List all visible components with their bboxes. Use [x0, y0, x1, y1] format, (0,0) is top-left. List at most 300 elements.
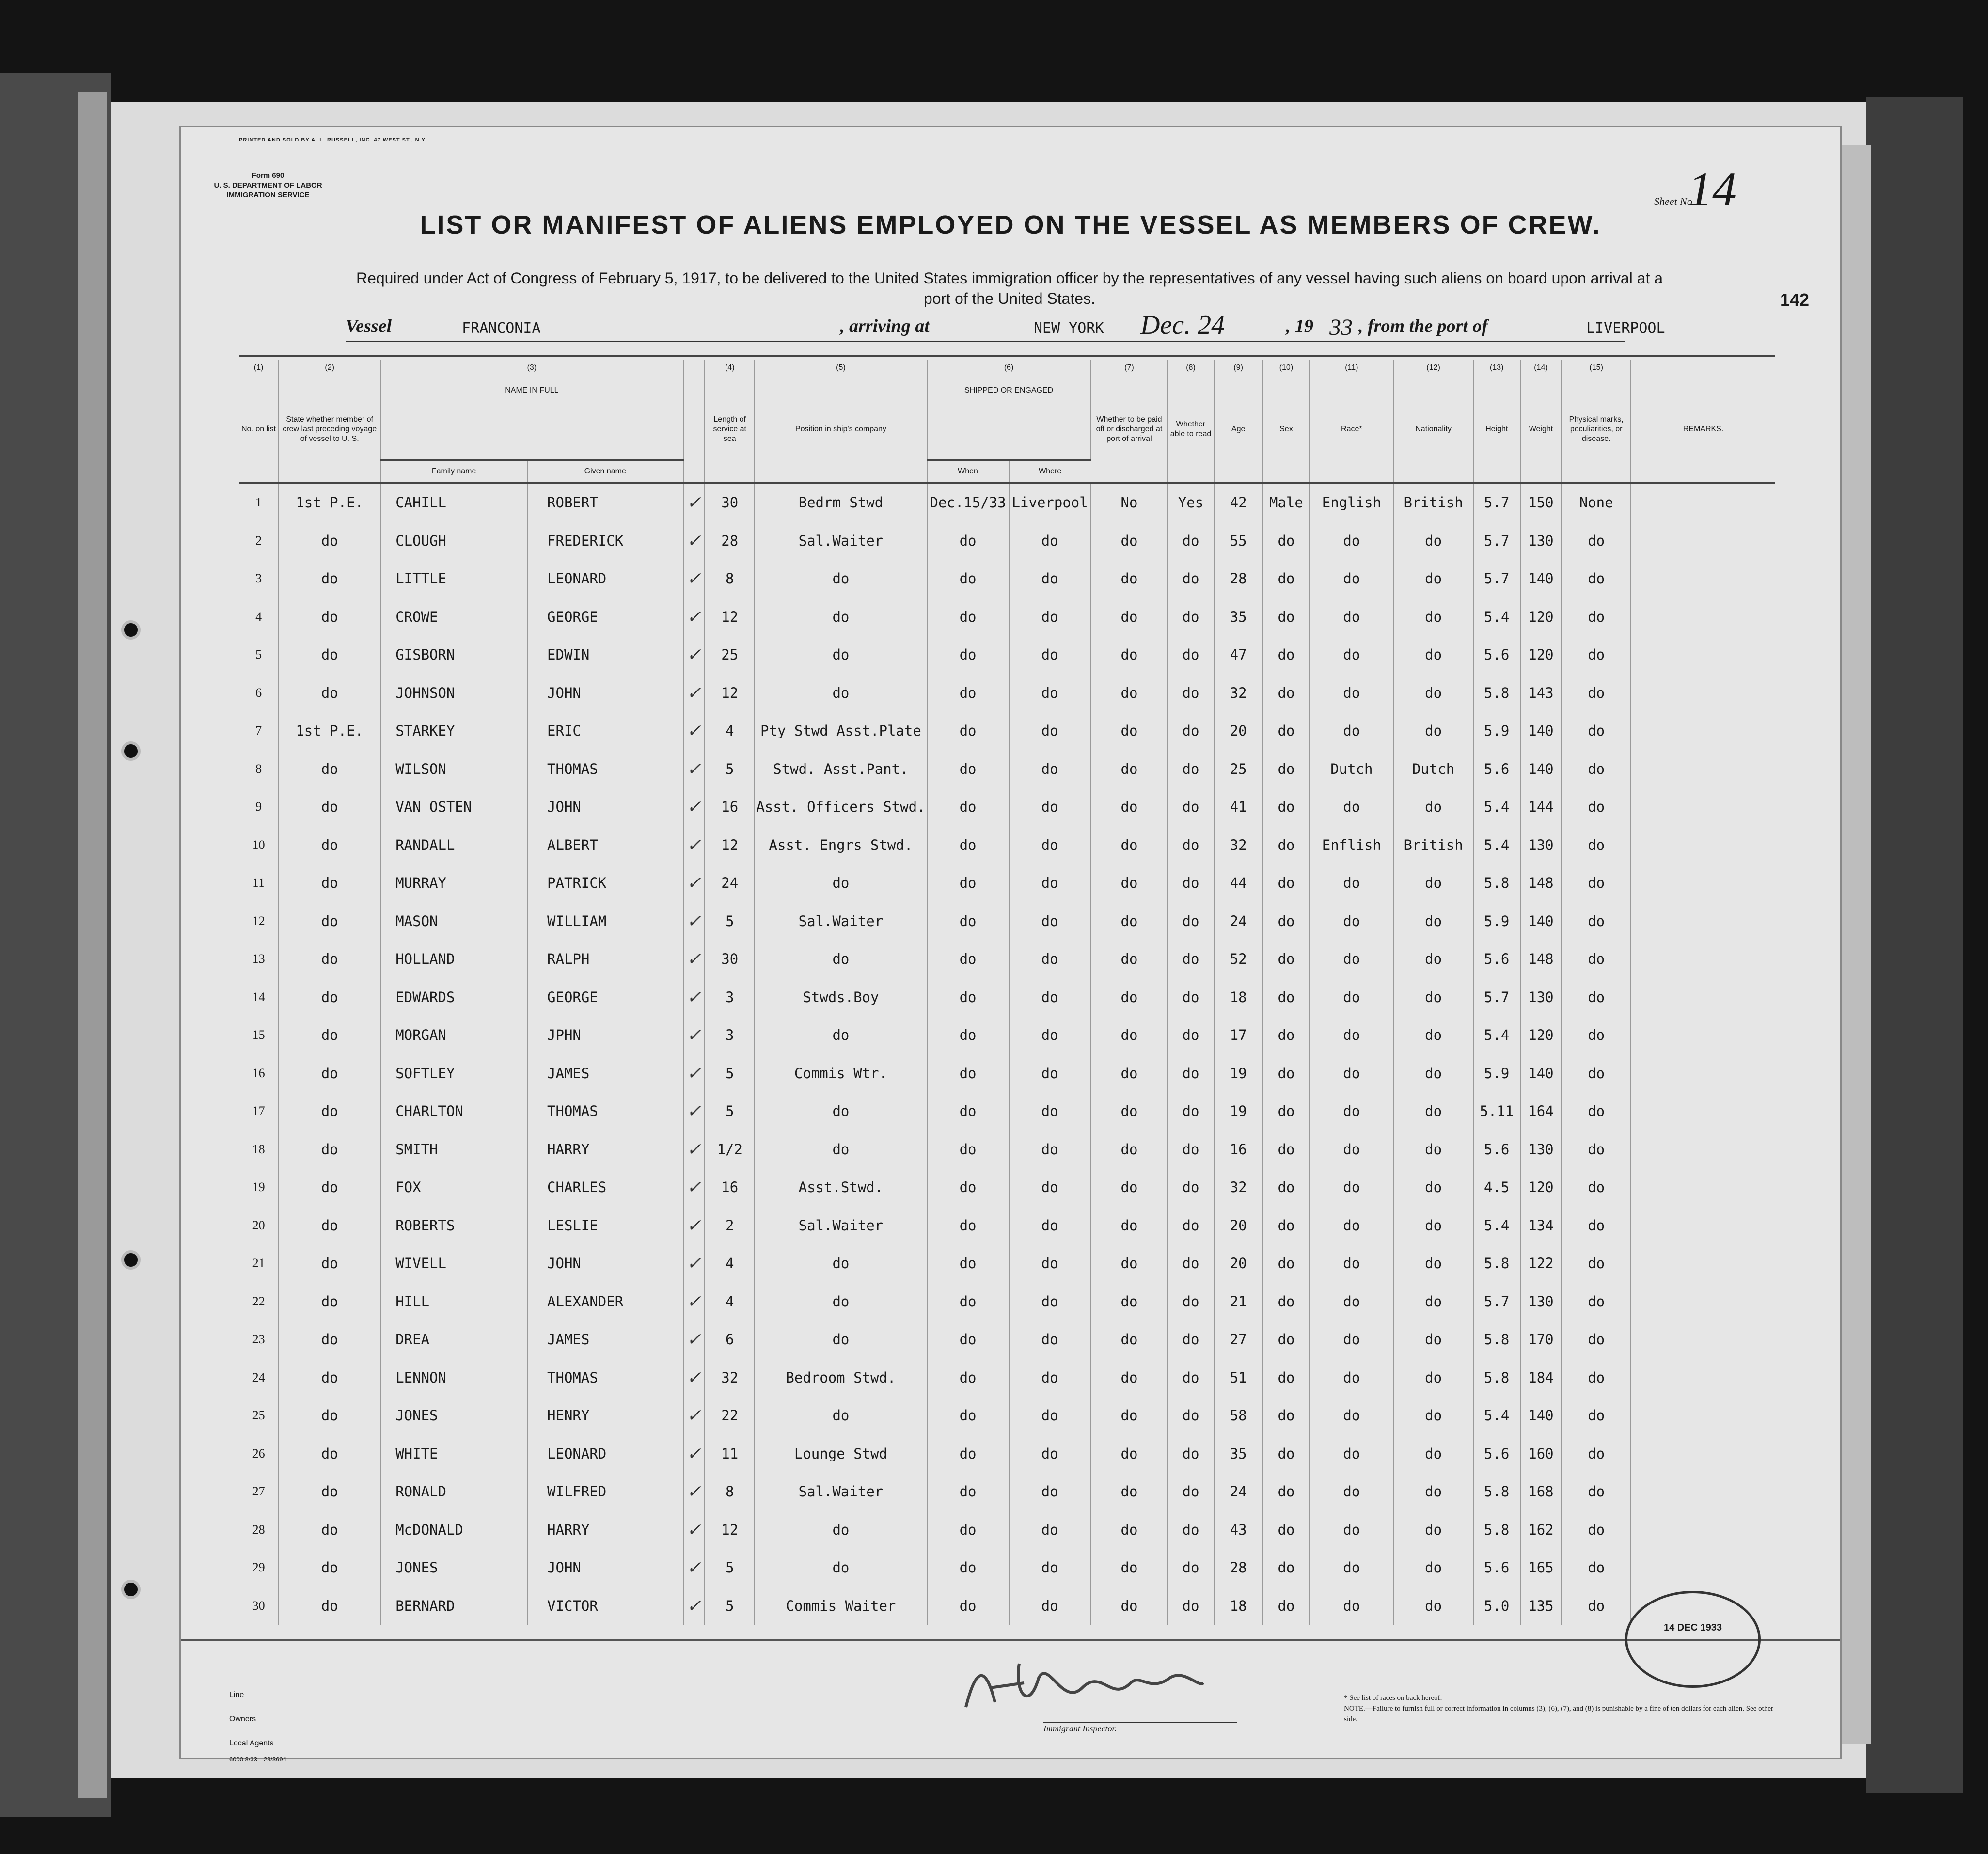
- year-suffix: 33: [1329, 314, 1353, 340]
- cell-remarks: [1631, 864, 1775, 902]
- cell-given: LESLIE: [527, 1207, 683, 1245]
- colnum-11: (11): [1310, 360, 1393, 376]
- cell-where: do: [1009, 788, 1091, 826]
- cell-height: 5.6: [1473, 1549, 1520, 1587]
- cell-given: HARRY: [527, 1511, 683, 1549]
- cell-when: do: [927, 978, 1009, 1017]
- cell-weight: 164: [1520, 1092, 1562, 1131]
- vessel-label: Vessel: [346, 316, 392, 336]
- cell-age: 19: [1214, 1092, 1263, 1131]
- date-seal-stamp: 14 DEC 1933: [1625, 1591, 1761, 1688]
- cell-when: Dec.15/33: [927, 483, 1009, 522]
- cell-family: WILSON: [380, 750, 527, 788]
- cell-length: 32: [705, 1359, 755, 1397]
- cell-height: 5.9: [1473, 902, 1520, 941]
- header-physical-marks: Physical marks, peculiarities, or disease.: [1562, 376, 1631, 483]
- cell-nationality: do: [1393, 1359, 1473, 1397]
- cell-read: do: [1168, 940, 1214, 978]
- cell-when: do: [927, 826, 1009, 864]
- table-row: [239, 1244, 1775, 1283]
- cell-given: WILLIAM: [527, 902, 683, 941]
- cell-where: do: [1009, 1283, 1091, 1321]
- cell-nationality: do: [1393, 522, 1473, 560]
- cell-length: 5: [705, 1549, 755, 1587]
- cell-sex: do: [1263, 1131, 1310, 1169]
- cell-nationality: do: [1393, 1207, 1473, 1245]
- cell-paid: do: [1091, 522, 1168, 560]
- cell-where: do: [1009, 1587, 1091, 1625]
- cell-race: do: [1310, 522, 1393, 560]
- cell-given: THOMAS: [527, 1359, 683, 1397]
- cell-family: McDONALD: [380, 1511, 527, 1549]
- check-mark: ✓: [683, 1054, 705, 1093]
- cell-no: 10: [239, 826, 279, 864]
- cell-length: 28: [705, 522, 755, 560]
- footer-rule: [181, 1639, 1840, 1641]
- cell-weight: 140: [1520, 902, 1562, 941]
- cell-height: 5.8: [1473, 864, 1520, 902]
- cell-paid: do: [1091, 1587, 1168, 1625]
- cell-read: do: [1168, 1320, 1214, 1359]
- cell-nationality: British: [1393, 483, 1473, 522]
- cell-read: do: [1168, 826, 1214, 864]
- cell-when: do: [927, 1016, 1009, 1054]
- cell-family: RANDALL: [380, 826, 527, 864]
- cell-remarks: [1631, 978, 1775, 1017]
- cell-marks: do: [1562, 522, 1631, 560]
- cell-height: 5.0: [1473, 1587, 1520, 1625]
- cell-given: WILFRED: [527, 1473, 683, 1511]
- cell-weight: 144: [1520, 788, 1562, 826]
- cell-age: 18: [1214, 1587, 1263, 1625]
- cell-height: 5.6: [1473, 1435, 1520, 1473]
- cell-family: BERNARD: [380, 1587, 527, 1625]
- cell-height: 5.6: [1473, 750, 1520, 788]
- cell-paid: do: [1091, 560, 1168, 598]
- sheet-label: Sheet No: [1654, 195, 1692, 207]
- cell-sex: do: [1263, 1016, 1310, 1054]
- cell-where: do: [1009, 1016, 1091, 1054]
- colnum-8: (8): [1168, 360, 1214, 376]
- cell-prev: do: [279, 560, 380, 598]
- cell-read: do: [1168, 1549, 1214, 1587]
- cell-when: do: [927, 598, 1009, 636]
- cell-where: do: [1009, 940, 1091, 978]
- cell-race: do: [1310, 1359, 1393, 1397]
- cell-given: LEONARD: [527, 560, 683, 598]
- cell-age: 20: [1214, 712, 1263, 750]
- check-mark: ✓: [683, 560, 705, 598]
- cell-when: do: [927, 940, 1009, 978]
- cell-sex: do: [1263, 1054, 1310, 1093]
- cell-no: 23: [239, 1320, 279, 1359]
- cell-nationality: do: [1393, 1016, 1473, 1054]
- cell-weight: 140: [1520, 712, 1562, 750]
- cell-given: JPHN: [527, 1016, 683, 1054]
- cell-when: do: [927, 522, 1009, 560]
- cell-age: 19: [1214, 1054, 1263, 1093]
- cell-where: do: [1009, 1320, 1091, 1359]
- cell-family: FOX: [380, 1168, 527, 1207]
- cell-race: do: [1310, 1168, 1393, 1207]
- cell-nationality: do: [1393, 674, 1473, 712]
- cell-read: do: [1168, 1244, 1214, 1283]
- cell-remarks: [1631, 598, 1775, 636]
- cell-nationality: do: [1393, 1168, 1473, 1207]
- table-row: [239, 1511, 1775, 1549]
- cell-remarks: [1631, 1168, 1775, 1207]
- table-row: [239, 1131, 1775, 1169]
- cell-remarks: [1631, 1131, 1775, 1169]
- check-mark: ✓: [683, 864, 705, 902]
- cell-remarks: [1631, 1054, 1775, 1093]
- cell-height: 4.5: [1473, 1168, 1520, 1207]
- cell-age: 18: [1214, 978, 1263, 1017]
- cell-position: do: [755, 1092, 927, 1131]
- header-position: Position in ship's company: [755, 376, 927, 483]
- underlying-page-edge: [1837, 145, 1871, 1744]
- cell-when: do: [927, 712, 1009, 750]
- cell-where: do: [1009, 1244, 1091, 1283]
- cell-marks: do: [1562, 826, 1631, 864]
- cell-remarks: [1631, 750, 1775, 788]
- cell-no: 3: [239, 560, 279, 598]
- table-row: [239, 1054, 1775, 1093]
- cell-family: LENNON: [380, 1359, 527, 1397]
- cell-read: do: [1168, 636, 1214, 674]
- cell-no: 6: [239, 674, 279, 712]
- cell-no: 11: [239, 864, 279, 902]
- cell-race: English: [1310, 483, 1393, 522]
- check-mark: ✓: [683, 1016, 705, 1054]
- binder-hole: [121, 1580, 141, 1599]
- vessel-name: FRANCONIA: [462, 320, 541, 337]
- check-mark: ✓: [683, 788, 705, 826]
- footer-labels: [229, 1683, 286, 1763]
- cell-paid: do: [1091, 674, 1168, 712]
- cell-when: do: [927, 636, 1009, 674]
- cell-given: PATRICK: [527, 864, 683, 902]
- cell-position: Stwds.Boy: [755, 978, 927, 1017]
- cell-age: 16: [1214, 1131, 1263, 1169]
- cell-no: 27: [239, 1473, 279, 1511]
- cell-sex: do: [1263, 1283, 1310, 1321]
- cell-length: 5: [705, 750, 755, 788]
- form-identifier: [210, 171, 326, 200]
- cell-age: 44: [1214, 864, 1263, 902]
- cell-age: 51: [1214, 1359, 1263, 1397]
- header-nationality: Nationality: [1393, 376, 1473, 483]
- header-race: Race*: [1310, 376, 1393, 483]
- cell-race: do: [1310, 1131, 1393, 1169]
- cell-race: do: [1310, 788, 1393, 826]
- header-rule: [239, 355, 1775, 357]
- cell-family: RONALD: [380, 1473, 527, 1511]
- cell-when: do: [927, 864, 1009, 902]
- cell-age: 20: [1214, 1244, 1263, 1283]
- cell-remarks: [1631, 674, 1775, 712]
- cell-height: 5.4: [1473, 1397, 1520, 1435]
- cell-where: do: [1009, 1359, 1091, 1397]
- cell-paid: do: [1091, 712, 1168, 750]
- cell-family: CROWE: [380, 598, 527, 636]
- check-mark: ✓: [683, 1473, 705, 1511]
- cell-position: Commis Waiter: [755, 1587, 927, 1625]
- cell-weight: 165: [1520, 1549, 1562, 1587]
- cell-sex: do: [1263, 1359, 1310, 1397]
- cell-read: do: [1168, 522, 1214, 560]
- cell-race: do: [1310, 1016, 1393, 1054]
- cell-age: 42: [1214, 483, 1263, 522]
- cell-weight: 143: [1520, 674, 1562, 712]
- cell-paid: do: [1091, 1131, 1168, 1169]
- cell-paid: do: [1091, 940, 1168, 978]
- cell-no: 4: [239, 598, 279, 636]
- cell-race: do: [1310, 1587, 1393, 1625]
- cell-no: 28: [239, 1511, 279, 1549]
- cell-length: 5: [705, 902, 755, 941]
- cell-where: do: [1009, 826, 1091, 864]
- cell-weight: 168: [1520, 1473, 1562, 1511]
- cell-position: do: [755, 1511, 927, 1549]
- colnum-9: (9): [1214, 360, 1263, 376]
- cell-prev: do: [279, 1397, 380, 1435]
- cell-marks: do: [1562, 1587, 1631, 1625]
- check-mark: ✓: [683, 636, 705, 674]
- cell-read: do: [1168, 788, 1214, 826]
- cell-marks: do: [1562, 1092, 1631, 1131]
- table-row: [239, 1397, 1775, 1435]
- cell-race: Dutch: [1310, 750, 1393, 788]
- cell-remarks: [1631, 1283, 1775, 1321]
- year-prefix: , 19: [1286, 316, 1313, 336]
- cell-age: 27: [1214, 1320, 1263, 1359]
- cell-sex: do: [1263, 1435, 1310, 1473]
- cell-prev: do: [279, 1320, 380, 1359]
- cell-family: GISBORN: [380, 636, 527, 674]
- cell-sex: do: [1263, 522, 1310, 560]
- cell-where: do: [1009, 1207, 1091, 1245]
- cell-prev: do: [279, 940, 380, 978]
- cell-remarks: [1631, 1397, 1775, 1435]
- table-row: [239, 826, 1775, 864]
- cell-paid: do: [1091, 1244, 1168, 1283]
- check-mark: ✓: [683, 1092, 705, 1131]
- cell-nationality: Dutch: [1393, 750, 1473, 788]
- cell-no: 25: [239, 1397, 279, 1435]
- cell-age: 17: [1214, 1016, 1263, 1054]
- cell-height: 5.4: [1473, 788, 1520, 826]
- colnum-12: (12): [1393, 360, 1473, 376]
- cell-when: do: [927, 1511, 1009, 1549]
- cell-race: do: [1310, 1092, 1393, 1131]
- cell-weight: 120: [1520, 1168, 1562, 1207]
- cell-prev: do: [279, 1587, 380, 1625]
- cell-family: SMITH: [380, 1131, 527, 1169]
- cell-where: do: [1009, 674, 1091, 712]
- header-height: Height: [1473, 376, 1520, 483]
- cell-weight: 184: [1520, 1359, 1562, 1397]
- cell-given: GEORGE: [527, 978, 683, 1017]
- cell-family: STARKEY: [380, 712, 527, 750]
- colnum-13: (13): [1473, 360, 1520, 376]
- cell-nationality: do: [1393, 1397, 1473, 1435]
- cell-where: do: [1009, 560, 1091, 598]
- cell-nationality: do: [1393, 1054, 1473, 1093]
- cell-given: HENRY: [527, 1397, 683, 1435]
- cell-read: do: [1168, 1511, 1214, 1549]
- cell-marks: do: [1562, 598, 1631, 636]
- cell-marks: do: [1562, 1435, 1631, 1473]
- cell-paid: do: [1091, 1092, 1168, 1131]
- cell-sex: do: [1263, 978, 1310, 1017]
- cell-where: Liverpool: [1009, 483, 1091, 522]
- cell-sex: do: [1263, 1244, 1310, 1283]
- cell-paid: do: [1091, 750, 1168, 788]
- table-row: [239, 864, 1775, 902]
- cell-marks: do: [1562, 560, 1631, 598]
- cell-prev: do: [279, 636, 380, 674]
- check-mark: ✓: [683, 940, 705, 978]
- cell-weight: 140: [1520, 1397, 1562, 1435]
- colnum-6: (6): [927, 360, 1091, 376]
- cell-age: 52: [1214, 940, 1263, 978]
- header-name-in-full: NAME IN FULL: [380, 376, 683, 460]
- table-row: [239, 598, 1775, 636]
- cell-given: ALEXANDER: [527, 1283, 683, 1321]
- cell-prev: do: [279, 674, 380, 712]
- cell-age: 55: [1214, 522, 1263, 560]
- cell-sex: do: [1263, 1320, 1310, 1359]
- cell-marks: do: [1562, 636, 1631, 674]
- table-row: [239, 1168, 1775, 1207]
- cell-given: JOHN: [527, 788, 683, 826]
- cell-no: 14: [239, 978, 279, 1017]
- cell-weight: 148: [1520, 940, 1562, 978]
- cell-position: do: [755, 636, 927, 674]
- cell-nationality: do: [1393, 1435, 1473, 1473]
- cell-when: do: [927, 750, 1009, 788]
- cell-where: do: [1009, 1473, 1091, 1511]
- arriving-label: , arriving at: [840, 316, 930, 336]
- cell-where: do: [1009, 1435, 1091, 1473]
- cell-length: 5: [705, 1054, 755, 1093]
- cell-marks: do: [1562, 1054, 1631, 1093]
- cell-race: do: [1310, 636, 1393, 674]
- cell-race: do: [1310, 1435, 1393, 1473]
- arriving-port: NEW YORK: [1034, 320, 1104, 337]
- cell-marks: do: [1562, 902, 1631, 941]
- check-mark: ✓: [683, 598, 705, 636]
- cell-read: do: [1168, 1473, 1214, 1511]
- cell-read: do: [1168, 674, 1214, 712]
- cell-race: do: [1310, 1054, 1393, 1093]
- cell-paid: do: [1091, 1168, 1168, 1207]
- cell-position: Commis Wtr.: [755, 1054, 927, 1093]
- fine-note: NOTE.—Failure to furnish full or correct information in columns (3), (6), (7), and (8) is punishable by a fine of ten dollars for each alien. See other side.: [1344, 1705, 1773, 1723]
- cell-remarks: [1631, 522, 1775, 560]
- cell-weight: 120: [1520, 636, 1562, 674]
- cell-length: 30: [705, 940, 755, 978]
- cell-prev: 1st P.E.: [279, 483, 380, 522]
- cell-weight: 122: [1520, 1244, 1562, 1283]
- from-label: , from the port of: [1358, 316, 1488, 336]
- cell-remarks: [1631, 940, 1775, 978]
- cell-length: 22: [705, 1397, 755, 1435]
- table-row: [239, 636, 1775, 674]
- table-row: [239, 1320, 1775, 1359]
- cell-marks: do: [1562, 712, 1631, 750]
- cell-no: 17: [239, 1092, 279, 1131]
- cell-no: 16: [239, 1054, 279, 1093]
- cell-family: JOHNSON: [380, 674, 527, 712]
- printer-credit: PRINTED AND SOLD BY A. L. RUSSELL, INC. 47 WEST ST., N.Y.: [239, 137, 427, 143]
- check-mark: ✓: [683, 712, 705, 750]
- table-row: [239, 1435, 1775, 1473]
- check-mark: ✓: [683, 483, 705, 522]
- stamp-number: 142: [1780, 290, 1810, 310]
- cell-position: do: [755, 864, 927, 902]
- cell-marks: do: [1562, 940, 1631, 978]
- header-length-of-service: Length of service at sea: [705, 376, 755, 483]
- cell-marks: do: [1562, 1473, 1631, 1511]
- cell-no: 21: [239, 1244, 279, 1283]
- cell-race: do: [1310, 864, 1393, 902]
- colnum-7: (7): [1091, 360, 1168, 376]
- cell-sex: Male: [1263, 483, 1310, 522]
- cell-read: Yes: [1168, 483, 1214, 522]
- cell-where: do: [1009, 1397, 1091, 1435]
- crew-manifest-table: [239, 360, 1775, 1625]
- header-paid-off: Whether to be paid off or discharged at port of arrival: [1091, 376, 1168, 483]
- sheet-number: 14: [1688, 162, 1736, 216]
- cell-height: 5.4: [1473, 1207, 1520, 1245]
- scanner-binding-strip: [78, 92, 107, 1798]
- cell-position: do: [755, 1320, 927, 1359]
- cell-marks: do: [1562, 1207, 1631, 1245]
- cell-marks: do: [1562, 1016, 1631, 1054]
- check-mark: ✓: [683, 750, 705, 788]
- cell-sex: do: [1263, 1168, 1310, 1207]
- cell-paid: do: [1091, 1207, 1168, 1245]
- cell-given: GEORGE: [527, 598, 683, 636]
- cell-when: do: [927, 1473, 1009, 1511]
- header-when: When: [927, 460, 1009, 483]
- cell-weight: 140: [1520, 1054, 1562, 1093]
- cell-weight: 162: [1520, 1511, 1562, 1549]
- check-mark: ✓: [683, 1587, 705, 1625]
- cell-height: 5.11: [1473, 1092, 1520, 1131]
- cell-sex: do: [1263, 826, 1310, 864]
- agents-label: Local Agents: [229, 1739, 274, 1747]
- print-code: 6000 8/33—28/3694: [229, 1756, 286, 1763]
- cell-length: 24: [705, 864, 755, 902]
- cell-remarks: [1631, 826, 1775, 864]
- cell-age: 35: [1214, 1435, 1263, 1473]
- cell-height: 5.8: [1473, 1244, 1520, 1283]
- cell-sex: do: [1263, 598, 1310, 636]
- cell-where: do: [1009, 1168, 1091, 1207]
- cell-length: 4: [705, 1244, 755, 1283]
- check-mark: ✓: [683, 1168, 705, 1207]
- cell-family: WIVELL: [380, 1244, 527, 1283]
- cell-read: do: [1168, 1283, 1214, 1321]
- cell-given: FREDERICK: [527, 522, 683, 560]
- cell-when: do: [927, 1549, 1009, 1587]
- colnum-1: (1): [239, 360, 279, 376]
- cell-prev: do: [279, 1168, 380, 1207]
- cell-read: do: [1168, 1587, 1214, 1625]
